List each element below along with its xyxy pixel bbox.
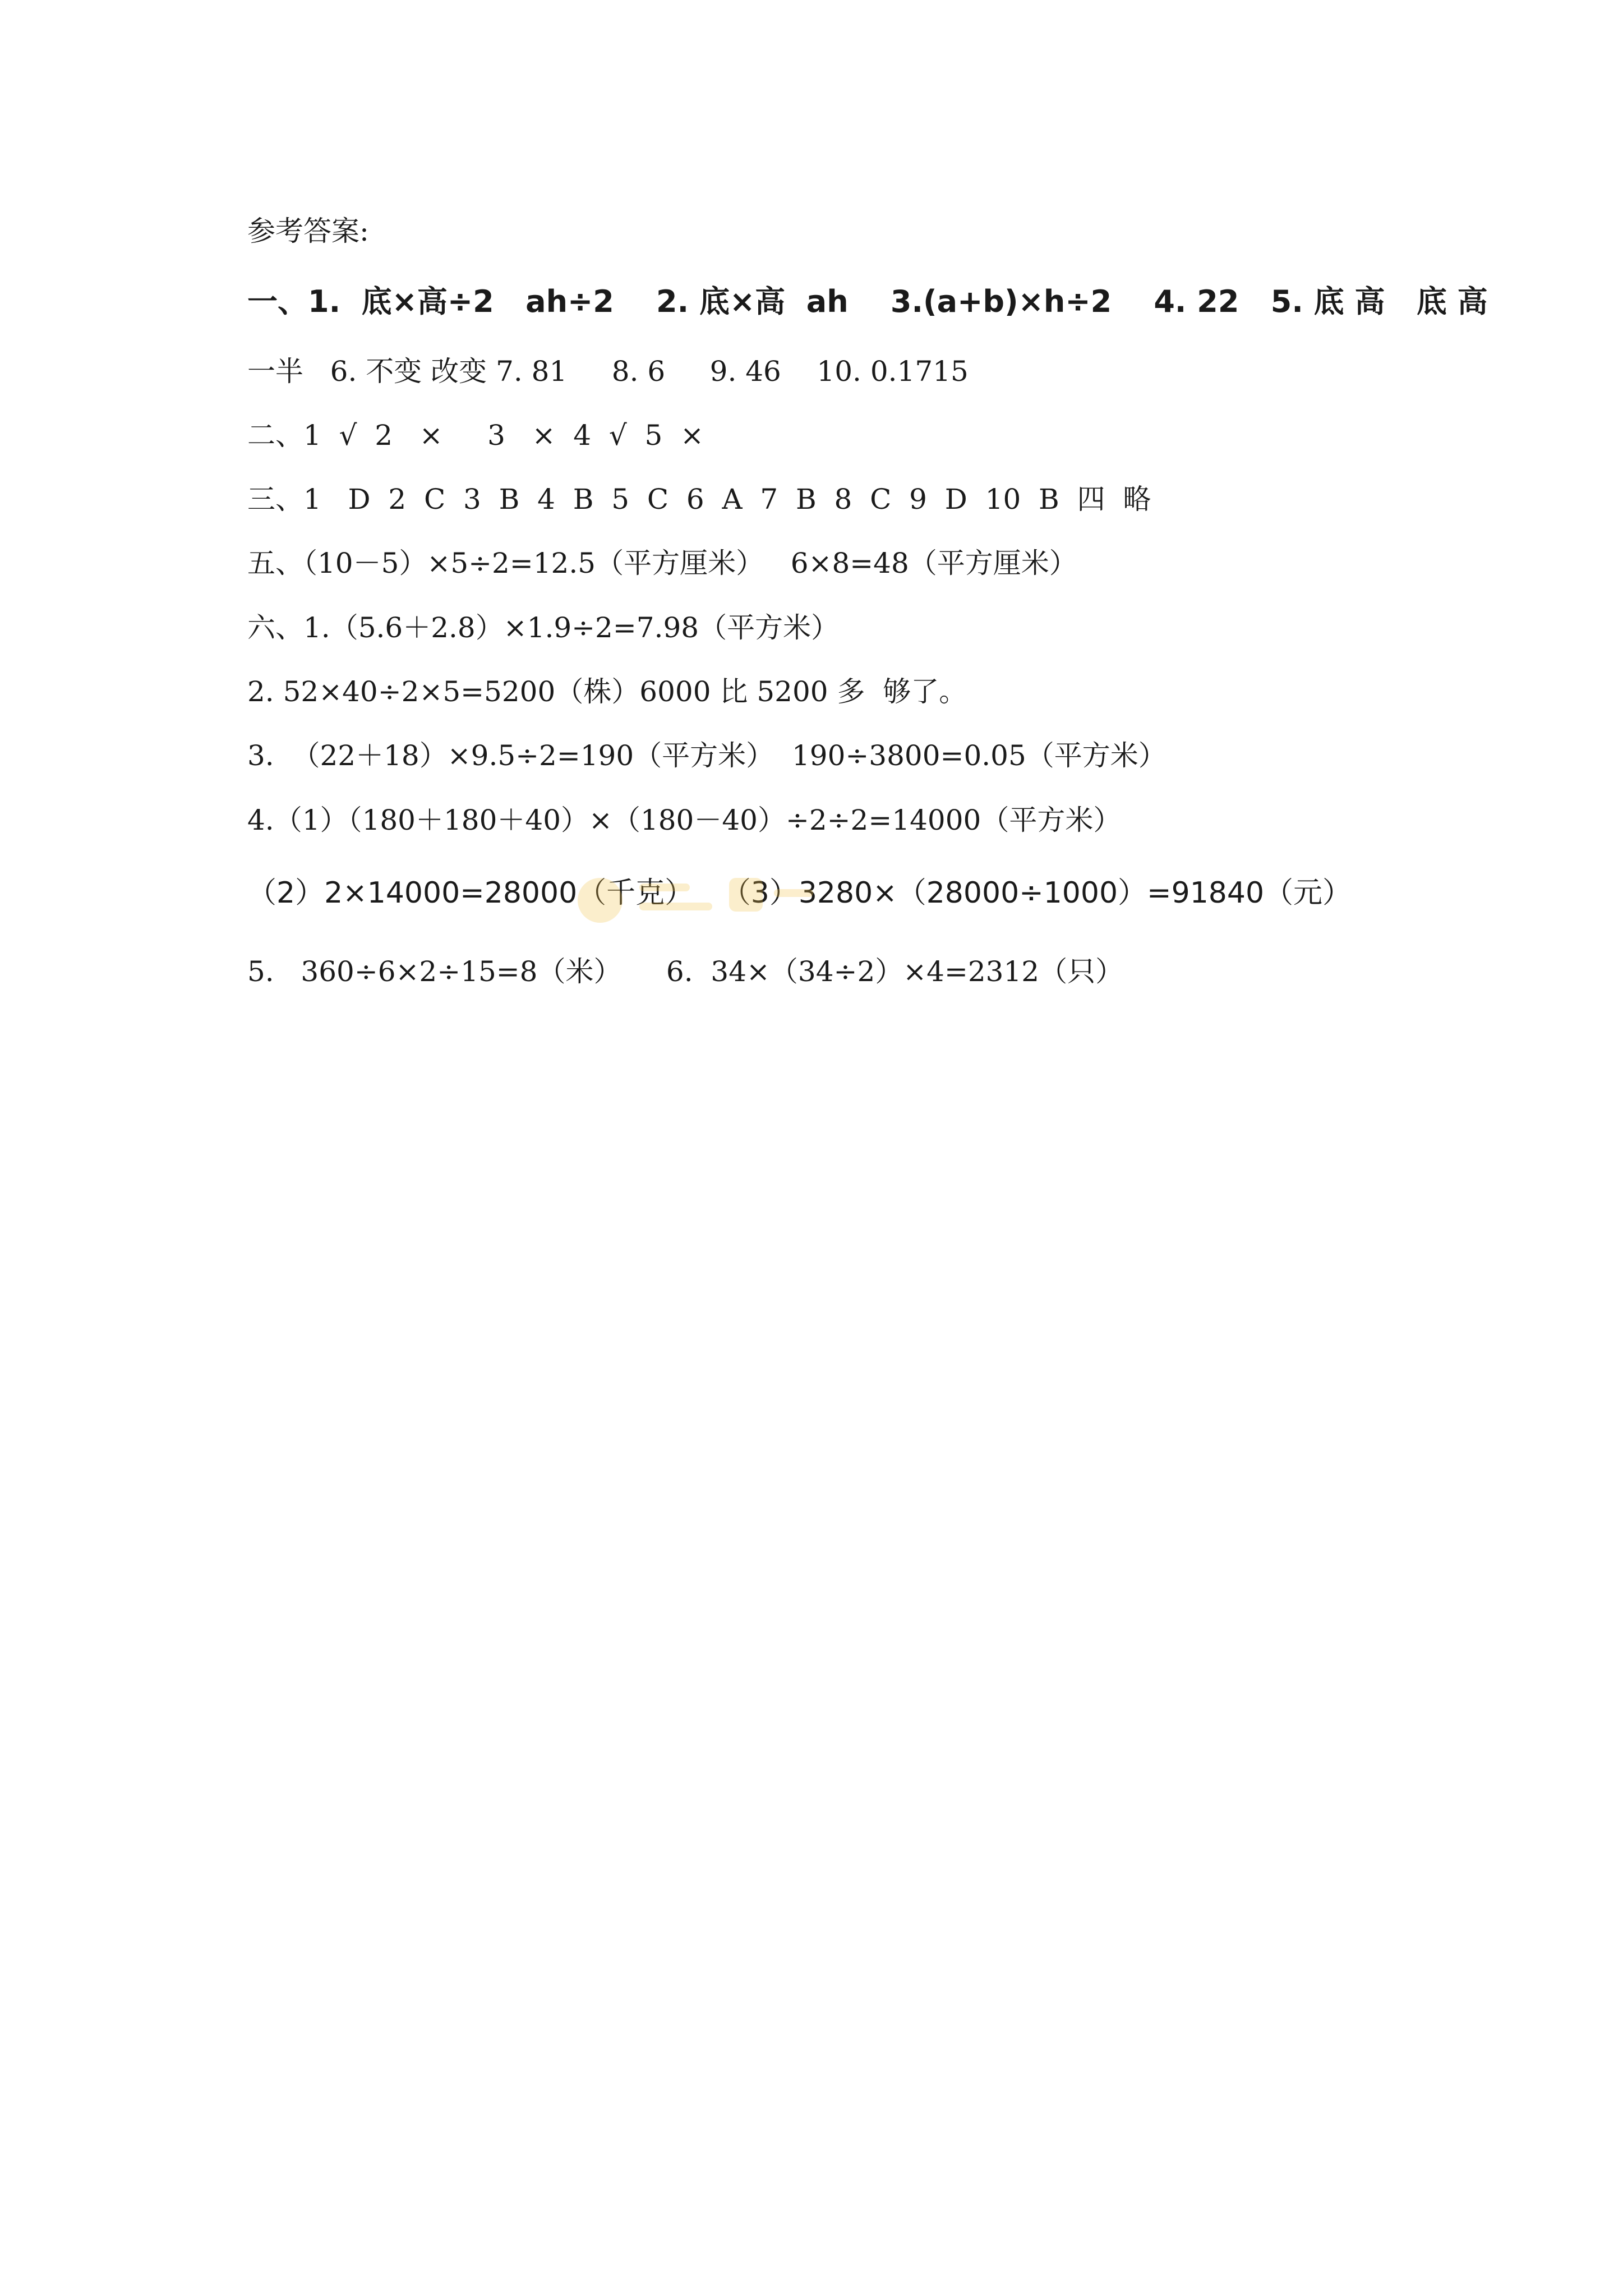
answer-line-9: 4.（1）（180＋180＋40）×（180－40）÷2÷2=14000（平方米） [247, 804, 1122, 836]
answer-line-3: 二、1 √ 2 × 3 × 4 √ 5 × [247, 419, 704, 452]
answer-line-6: 六、1.（5.6＋2.8）×1.9÷2=7.98（平方米） [247, 611, 840, 644]
answer-line-8: 3. （22＋18）×9.5÷2=190（平方米） 190÷3800=0.05（平方米） [247, 739, 1166, 772]
answer-line-2: 一半 6. 不变 改变 7. 81 8. 6 9. 46 10. 0.1715 [247, 355, 969, 388]
answer-line-7: 2. 52×40÷2×5=5200（株）6000 比 5200 多 够了。 [247, 675, 967, 708]
answer-line-11: 5. 360÷6×2÷15=8（米） 6. 34×（34÷2）×4=2312（只） [247, 955, 1124, 988]
answer-line-4: 三、1 D 2 C 3 B 4 B 5 C 6 A 7 B 8 C 9 D 10 B 四 略 [247, 483, 1151, 516]
answer-line-1: 一、1. 底×高÷2 ah÷2 2. 底×高 ah 3.(a+b)×h÷2 4. 22 5. 底 高 底 高 [247, 284, 1488, 319]
answer-line-5: 五、（10－5）×5÷2=12.5（平方厘米） 6×8=48（平方厘米） [247, 547, 1077, 579]
answer-line-10: （2）2×14000=28000（千克） （3）3280×（28000÷1000）=91840（元） [247, 876, 1352, 910]
page-title: 参考答案: [247, 215, 369, 247]
